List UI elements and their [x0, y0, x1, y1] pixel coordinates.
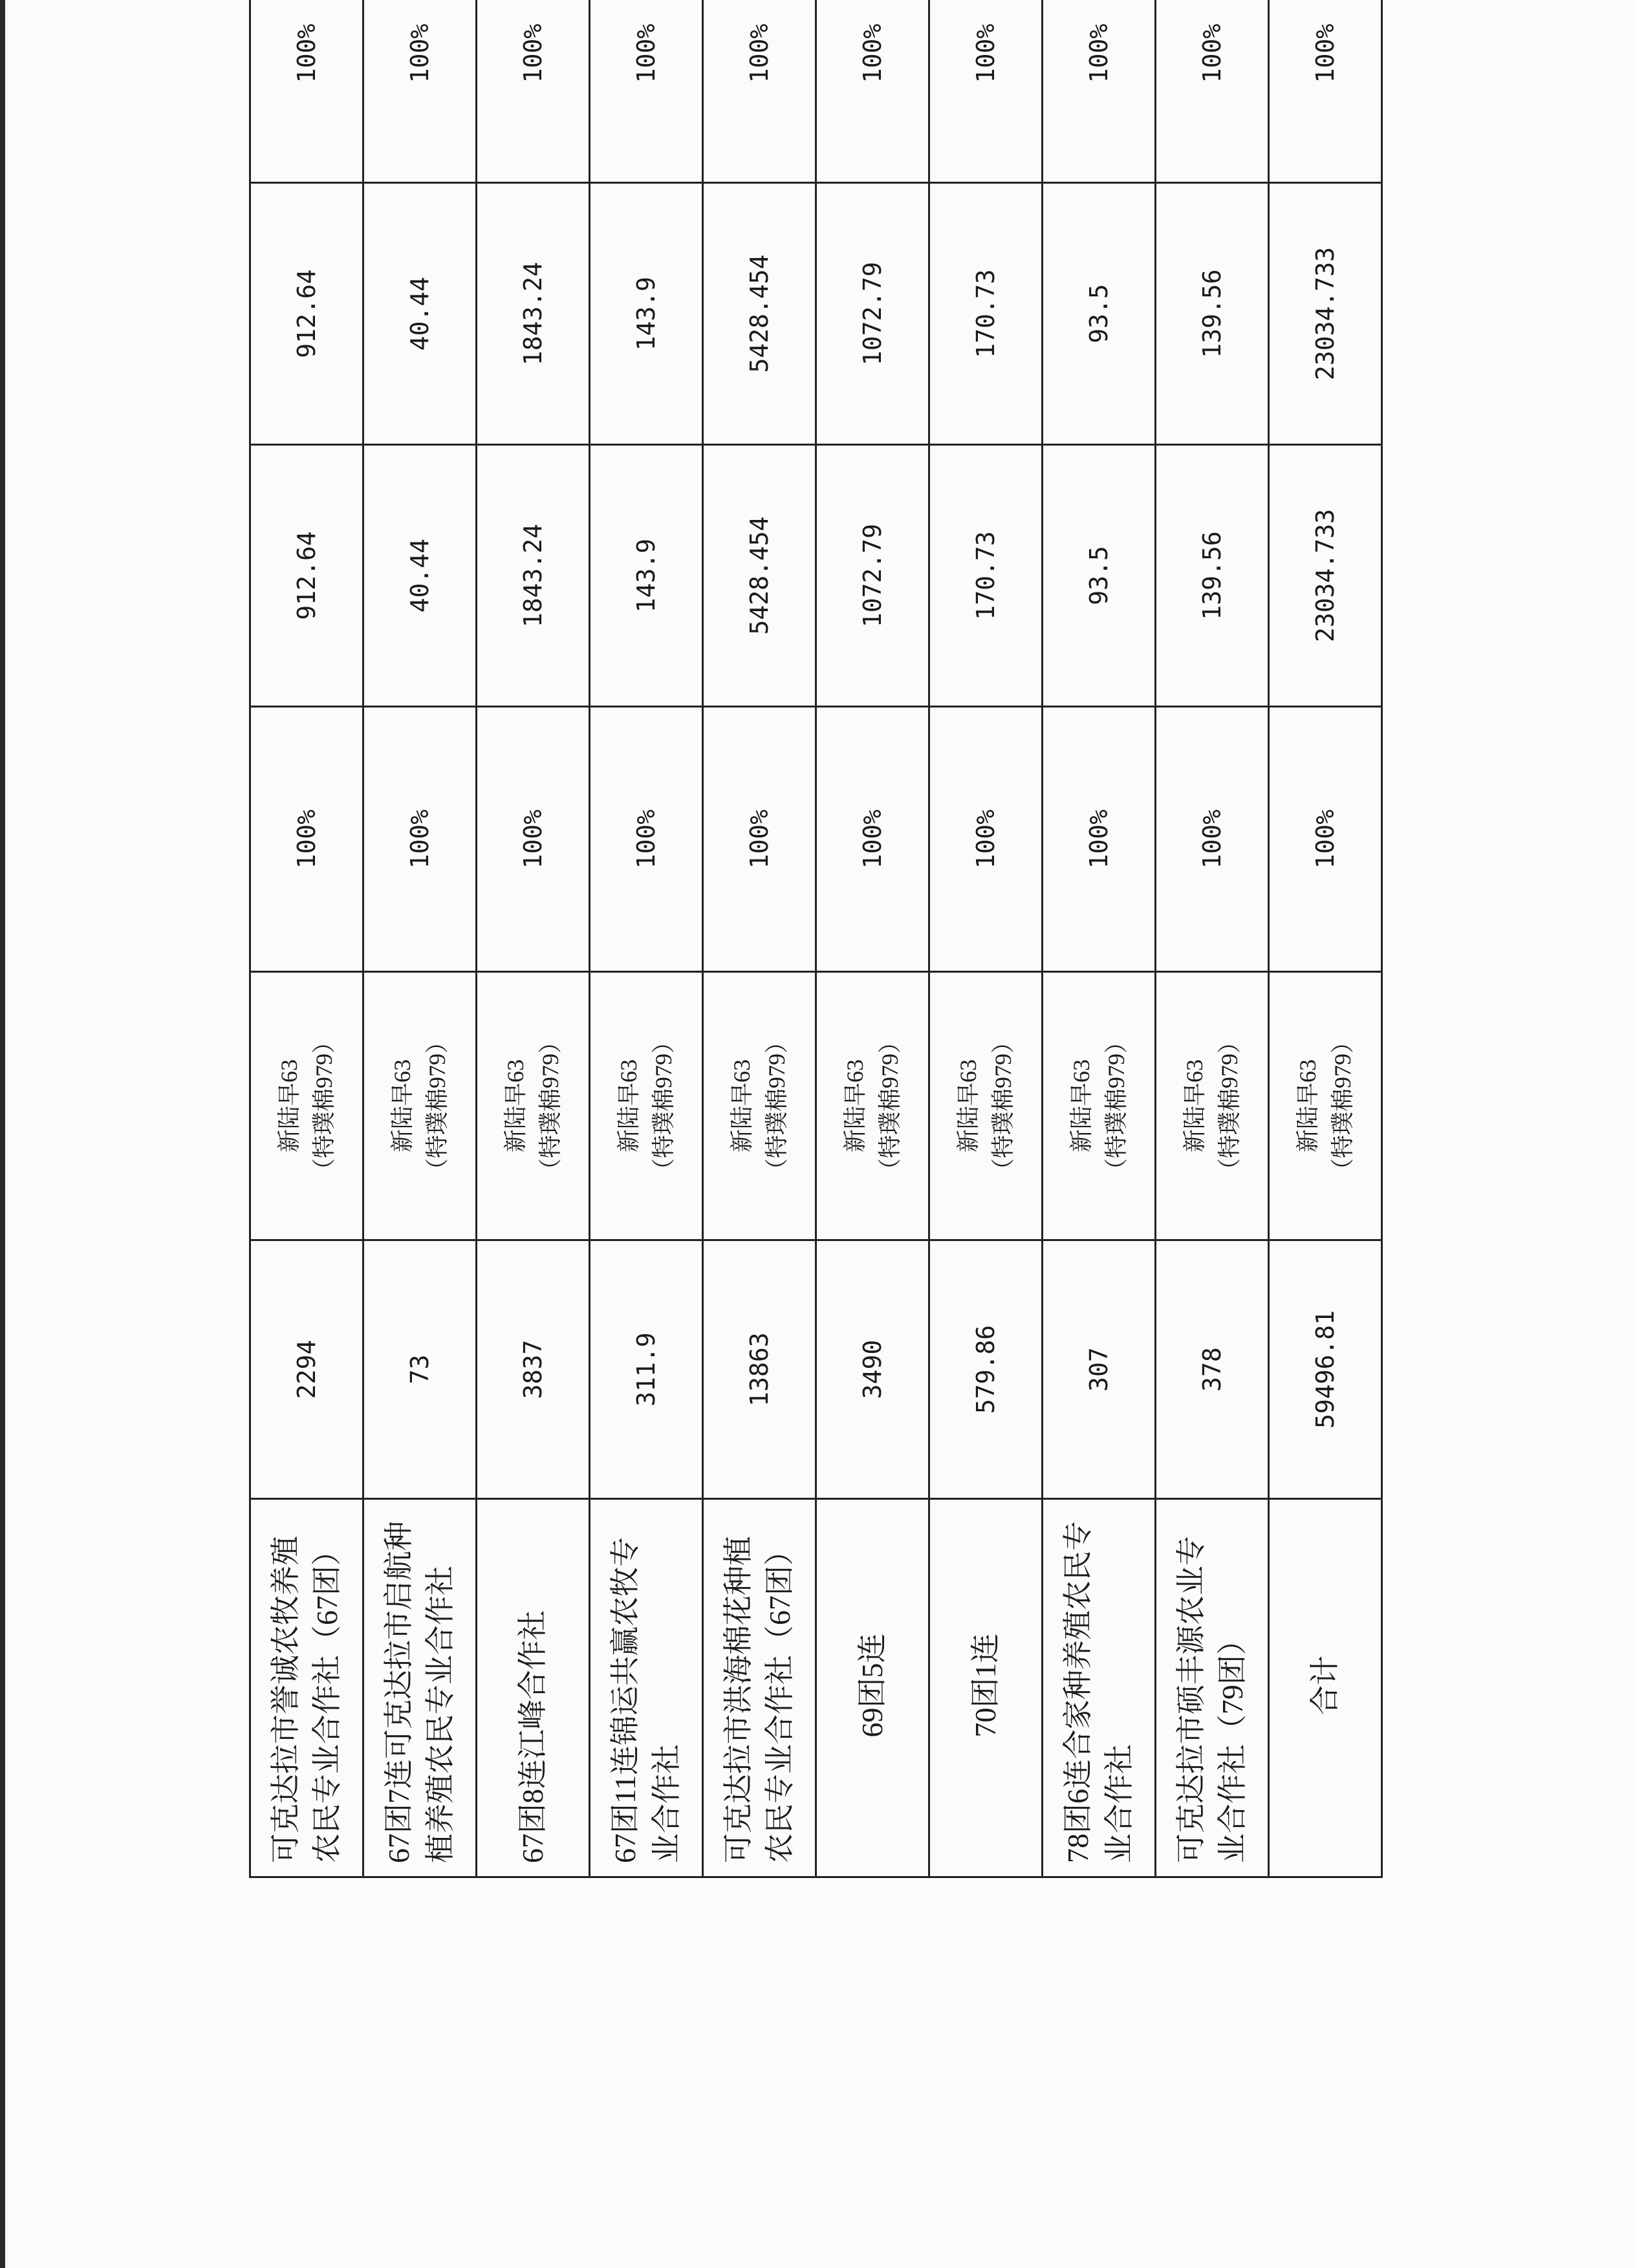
- percent-cell: 100%: [590, 0, 703, 183]
- area-cell: 73: [363, 1240, 477, 1499]
- variety-cell: [590, 972, 703, 1240]
- variety-cell: [1043, 972, 1156, 1240]
- rotated-table-container: [249, 0, 1383, 1878]
- area-cell: 59496.81: [1269, 1240, 1382, 1499]
- percent-cell: 100%: [250, 707, 363, 972]
- value-cell: 1843.24: [477, 445, 590, 707]
- variety-name: 新陆早63: [276, 1059, 302, 1153]
- variety-alias: （特璞棉979）: [877, 1030, 903, 1182]
- area-cell: 13863: [703, 1240, 816, 1499]
- variety-name: 新陆早63: [389, 1059, 415, 1153]
- percent-cell: 100%: [590, 707, 703, 972]
- percent-cell: 100%: [816, 707, 929, 972]
- scan-left-edge: [0, 0, 5, 2268]
- cooperative-name-cell: 67团8连江峰合作社: [477, 1499, 590, 1877]
- cooperative-name-cell: 可克达拉市硕丰源农业专业合作社（79团）: [1156, 1499, 1269, 1877]
- table-row: [929, 0, 1043, 1877]
- variety-name: 新陆早63: [503, 1059, 528, 1153]
- table-row: [477, 0, 590, 1877]
- percent-cell: 100%: [929, 0, 1043, 183]
- variety-cell: [1269, 972, 1382, 1240]
- variety-alias: （特璞棉979）: [537, 1030, 563, 1182]
- value-cell: 5428.454: [703, 445, 816, 707]
- value-cell: 1072.79: [816, 183, 929, 445]
- variety-name: 新陆早63: [955, 1059, 981, 1153]
- value-cell: 170.73: [929, 183, 1043, 445]
- variety-cell: [250, 972, 363, 1240]
- percent-cell: 100%: [477, 707, 590, 972]
- table-row: [590, 0, 703, 1877]
- variety-name: 新陆早63: [616, 1059, 642, 1153]
- variety-name: 新陆早63: [1295, 1059, 1321, 1153]
- value-cell: 143.9: [590, 183, 703, 445]
- table-row: [363, 0, 477, 1877]
- variety-alias: （特璞棉979）: [1103, 1030, 1129, 1182]
- value-cell: 23034.733: [1269, 445, 1382, 707]
- percent-cell: 100%: [363, 0, 477, 183]
- table-row: [250, 0, 363, 1877]
- table-row: [816, 0, 929, 1877]
- percent-cell: 100%: [1043, 0, 1156, 183]
- variety-name: 新陆早63: [1068, 1059, 1094, 1153]
- variety-alias: （特璞棉979）: [1330, 1030, 1356, 1182]
- percent-cell: 100%: [250, 0, 363, 183]
- percent-cell: 100%: [703, 707, 816, 972]
- area-cell: 579.86: [929, 1240, 1043, 1499]
- variety-alias: （特璞棉979）: [1217, 1030, 1242, 1182]
- table-body: [250, 0, 1382, 1877]
- value-cell: 93.5: [1043, 183, 1156, 445]
- cooperative-name-cell: 可克达拉市誉诚农牧养殖农民专业合作社（67团）: [250, 1499, 363, 1877]
- variety-alias: （特璞棉979）: [651, 1030, 677, 1182]
- table-row: [703, 0, 816, 1877]
- area-cell: 311.9: [590, 1240, 703, 1499]
- variety-alias: （特璞棉979）: [990, 1030, 1016, 1182]
- value-cell: 93.5: [1043, 445, 1156, 707]
- value-cell: 143.9: [590, 445, 703, 707]
- variety-alias: （特璞棉979）: [424, 1030, 450, 1182]
- area-cell: 3490: [816, 1240, 929, 1499]
- value-cell: 170.73: [929, 445, 1043, 707]
- value-cell: 5428.454: [703, 183, 816, 445]
- value-cell: 40.44: [363, 183, 477, 445]
- total-row: [1269, 0, 1382, 1877]
- cotton-cooperative-table: [249, 0, 1383, 1878]
- table-row: [1156, 0, 1269, 1877]
- cooperative-name-cell: 78团6连合家种养殖农民专业合作社: [1043, 1499, 1156, 1877]
- percent-cell: 100%: [703, 0, 816, 183]
- variety-cell: [1156, 972, 1269, 1240]
- percent-cell: 100%: [1269, 0, 1382, 183]
- variety-cell: [929, 972, 1043, 1240]
- value-cell: 1072.79: [816, 445, 929, 707]
- cooperative-name-cell: 70团1连: [929, 1499, 1043, 1877]
- variety-name: 新陆早63: [1182, 1059, 1207, 1153]
- value-cell: 912.64: [250, 445, 363, 707]
- table-row: [1043, 0, 1156, 1877]
- percent-cell: 100%: [477, 0, 590, 183]
- percent-cell: 100%: [929, 707, 1043, 972]
- value-cell: 23034.733: [1269, 183, 1382, 445]
- percent-cell: 100%: [1269, 707, 1382, 972]
- variety-cell: [477, 972, 590, 1240]
- cooperative-name-cell: 可克达拉市洪海棉花种植农民专业合作社（67团）: [703, 1499, 816, 1877]
- area-cell: 307: [1043, 1240, 1156, 1499]
- variety-name: 新陆早63: [842, 1059, 868, 1153]
- value-cell: 1843.24: [477, 183, 590, 445]
- cooperative-name-cell: 合计: [1269, 1499, 1382, 1877]
- variety-alias: （特璞棉979）: [764, 1030, 790, 1182]
- variety-cell: [816, 972, 929, 1240]
- percent-cell: 100%: [1156, 707, 1269, 972]
- percent-cell: 100%: [1043, 707, 1156, 972]
- variety-alias: （特璞棉979）: [311, 1030, 337, 1182]
- cooperative-name-cell: 67团11连锦运共赢农牧专业合作社: [590, 1499, 703, 1877]
- percent-cell: 100%: [363, 707, 477, 972]
- percent-cell: 100%: [816, 0, 929, 183]
- variety-cell: [363, 972, 477, 1240]
- value-cell: 139.56: [1156, 445, 1269, 707]
- variety-cell: [703, 972, 816, 1240]
- value-cell: 912.64: [250, 183, 363, 445]
- area-cell: 2294: [250, 1240, 363, 1499]
- value-cell: 40.44: [363, 445, 477, 707]
- percent-cell: 100%: [1156, 0, 1269, 183]
- area-cell: 378: [1156, 1240, 1269, 1499]
- variety-name: 新陆早63: [729, 1059, 755, 1153]
- value-cell: 139.56: [1156, 183, 1269, 445]
- cooperative-name-cell: 67团7连可克达拉市启航种植养殖农民专业合作社: [363, 1499, 477, 1877]
- cooperative-name-cell: 69团5连: [816, 1499, 929, 1877]
- area-cell: 3837: [477, 1240, 590, 1499]
